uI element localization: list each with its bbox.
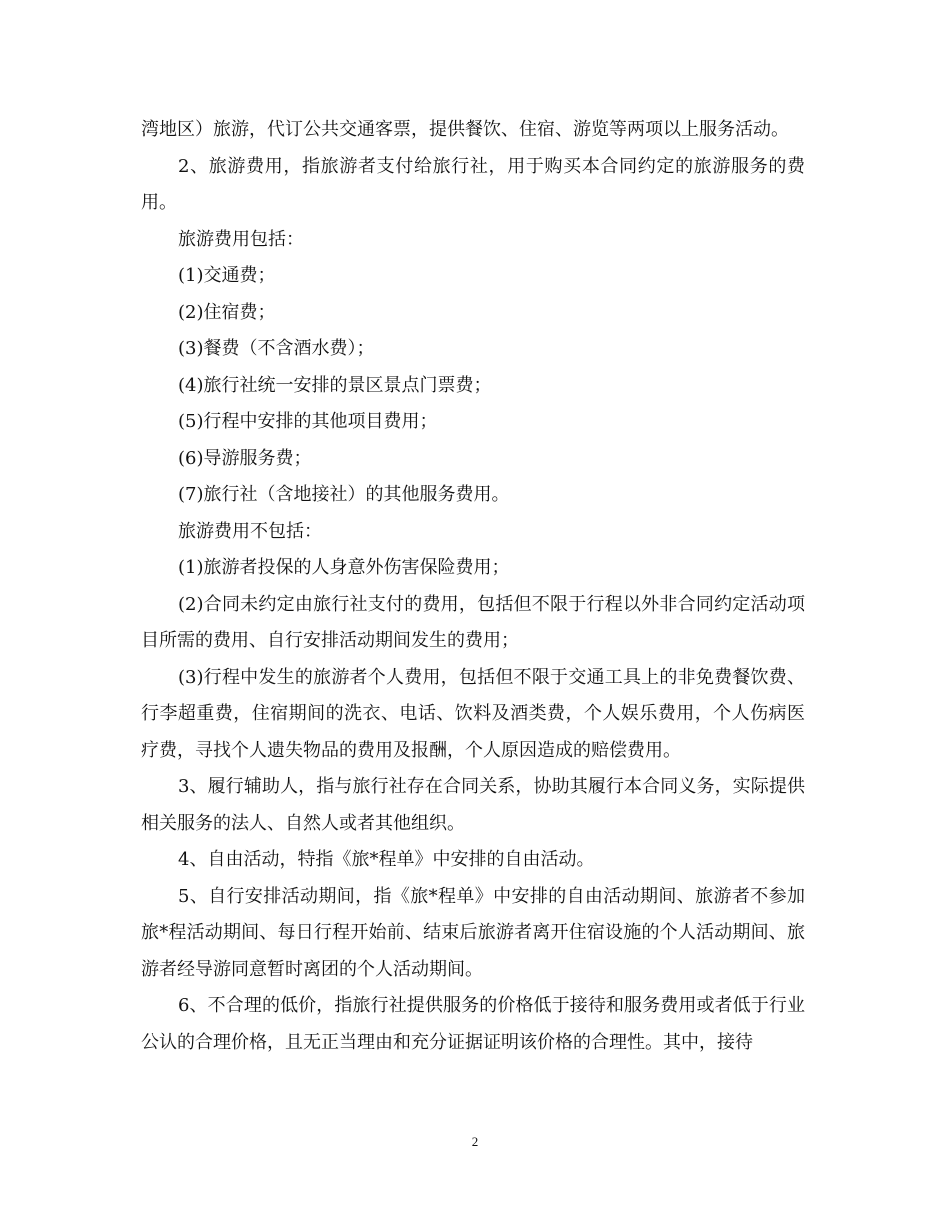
- list-item: (5)行程中安排的其他项目费用；: [178, 411, 438, 432]
- paragraph: 5、自行安排活动期间，指《旅*程单》中安排的自由活动期间、旅游者不参加旅*程活动期间、每日行程开始前、结束后旅游者离开住宿设施的个人活动期间、旅游者经导游同意暂时离团的个人活动期间。: [141, 885, 805, 980]
- paragraph: 2、旅游费用，指旅游者支付给旅行社，用于购买本合同约定的旅游服务的费用。: [141, 155, 805, 213]
- paragraph: 4、自由活动，特指《旅*程单》中安排的自由活动。: [178, 849, 595, 870]
- page-number: 2: [471, 1134, 479, 1149]
- list-item: (1)交通费；: [178, 265, 276, 286]
- paragraph: 6、不合理的低价，指旅行社提供服务的价格低于接待和服务费用或者低于行业公认的合理价格，且无正当理由和充分证据证明该价格的合理性。其中，接待: [141, 995, 805, 1053]
- list-item: (2)合同未约定由旅行社支付的费用，包括但不限于行程以外非合同约定活动项目所需的费用、自行安排活动期间发生的费用；: [141, 593, 805, 651]
- list-item: (3)餐费（不含酒水费）；: [178, 338, 375, 359]
- page-content: [141, 112, 805, 1061]
- list-item: (3)行程中发生的旅游者个人费用，包括但不限于交通工具上的非免费餐饮费、行李超重费，住宿期间的洗衣、电话、饮料及酒类费，个人娱乐费用，个人伤病医疗费，寻找个人遗失物品的费用及报酬，个人原因造成的赔偿费用。: [141, 666, 805, 761]
- paragraph: 旅游费用不包括：: [178, 520, 322, 542]
- list-item: (7)旅行社（含地接社）的其他服务费用。: [178, 484, 510, 505]
- paragraph: 湾地区）旅游，代订公共交通客票，提供餐饮、住宿、游览等两项以上服务活动。: [141, 119, 789, 140]
- list-item: (2)住宿费；: [178, 301, 276, 323]
- list-item: (1)旅游者投保的人身意外伤害保险费用；: [178, 557, 510, 578]
- paragraph: 旅游费用包括：: [178, 228, 304, 250]
- list-item: (6)导游服务费；: [178, 447, 312, 469]
- paragraph: 3、履行辅助人，指与旅行社存在合同关系，协助其履行本合同义务，实际提供相关服务的法人、自然人或者其他组织。: [141, 776, 805, 834]
- list-item: (4)旅行社统一安排的景区景点门票费；: [178, 374, 492, 396]
